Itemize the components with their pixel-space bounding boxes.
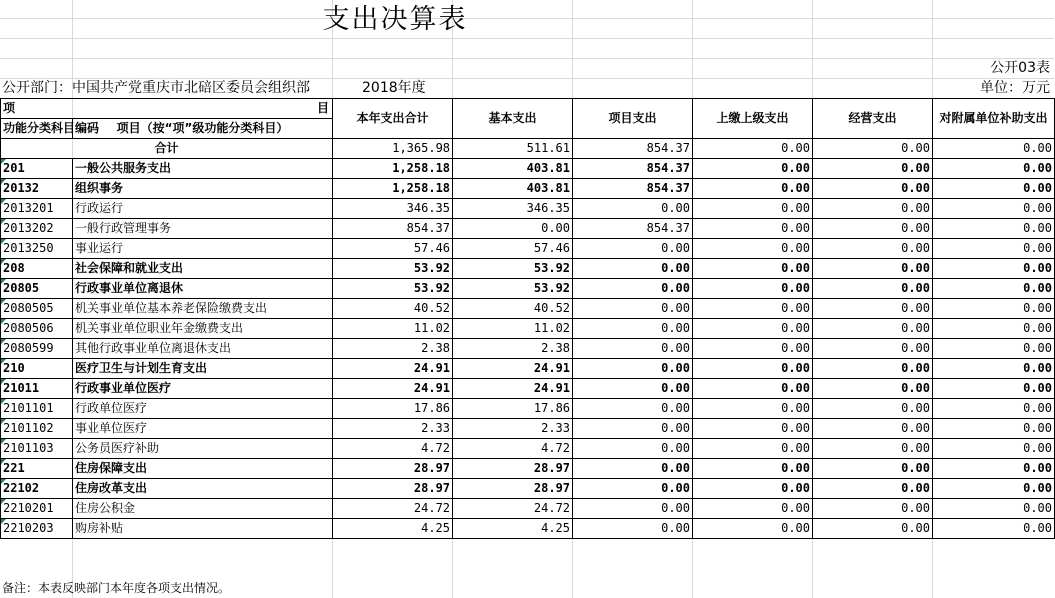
row-value: 4.72 [453,439,573,459]
row-code: 2013250 [1,239,73,259]
table-row [1,319,1055,339]
row-value: 0.00 [693,419,813,439]
row-value: 0.00 [813,399,933,419]
table-row [1,299,1055,319]
table-row [1,419,1055,439]
row-name: 事业单位医疗 [73,419,333,439]
row-value: 854.37 [573,159,693,179]
row-value: 4.25 [333,519,453,539]
row-value: 0.00 [813,219,933,239]
row-value: 28.97 [333,459,453,479]
row-value: 0.00 [573,379,693,399]
row-code: 2080599 [1,339,73,359]
row-name: 行政事业单位离退休 [73,279,333,299]
row-value: 0.00 [933,259,1055,279]
row-code: 20132 [1,179,73,199]
col-header-total: 本年支出合计 [333,99,453,139]
row-value: 11.02 [453,319,573,339]
row-value: 17.86 [333,399,453,419]
row-value: 0.00 [693,379,813,399]
row-value: 0.00 [813,319,933,339]
row-code: 20805 [1,279,73,299]
row-value: 346.35 [333,199,453,219]
row-code: 2101102 [1,419,73,439]
footnote: 备注：本表反映部门本年度各项支出情况。 [2,581,231,595]
row-name: 机关事业单位职业年金缴费支出 [73,319,333,339]
row-name: 住房保障支出 [73,459,333,479]
row-value: 0.00 [933,159,1055,179]
row-value: 40.52 [453,299,573,319]
item-header-right: 目 [317,101,330,115]
table-row [1,239,1055,259]
row-value: 0.00 [933,479,1055,499]
row-value: 0.00 [933,419,1055,439]
col-header-subsidy: 对附属单位补助支出 [933,99,1055,139]
row-value: 28.97 [333,479,453,499]
row-value: 24.72 [453,499,573,519]
row-name: 行政事业单位医疗 [73,379,333,399]
row-value: 0.00 [693,219,813,239]
row-value: 2.33 [333,419,453,439]
row-value: 0.00 [693,159,813,179]
row-value: 1,258.18 [333,179,453,199]
row-value: 0.00 [813,199,933,219]
table-number: 公开03表 [990,60,1050,76]
row-name: 组织事务 [73,179,333,199]
row-value: 0.00 [933,439,1055,459]
row-value: 0.00 [933,199,1055,219]
table-row [1,499,1055,519]
table-row [1,379,1055,399]
row-value: 0.00 [933,319,1055,339]
row-value: 17.86 [453,399,573,419]
row-value: 403.81 [453,159,573,179]
row-value: 0.00 [693,439,813,459]
row-value: 0.00 [693,339,813,359]
row-value: 11.02 [333,319,453,339]
row-value: 0.00 [813,339,933,359]
row-name: 行政运行 [73,199,333,219]
row-value: 0.00 [933,499,1055,519]
row-value: 0.00 [813,159,933,179]
col-header-code: 功能分类科目编码 [1,119,73,139]
row-value: 24.91 [333,359,453,379]
row-value: 0.00 [813,479,933,499]
row-name: 医疗卫生与计划生育支出 [73,359,333,379]
col-header-name: 项目（按“项”级功能分类科目） [73,119,333,139]
row-value: 0.00 [933,219,1055,239]
table-row [1,479,1055,499]
total-label: 合计 [1,139,333,159]
total-value: 1,365.98 [333,139,453,159]
row-value: 0.00 [813,499,933,519]
row-value: 0.00 [573,239,693,259]
row-name: 社会保障和就业支出 [73,259,333,279]
row-code: 2210201 [1,499,73,519]
row-value: 57.46 [333,239,453,259]
row-value: 346.35 [453,199,573,219]
table-row [1,339,1055,359]
expenditure-table [0,98,1055,539]
row-code: 208 [1,259,73,279]
row-value: 0.00 [813,439,933,459]
department-label: 公开部门：中国共产党重庆市北碚区委员会组织部 [2,80,310,96]
row-value: 0.00 [573,499,693,519]
row-value: 403.81 [453,179,573,199]
col-header-project: 项目支出 [573,99,693,139]
row-value: 0.00 [573,439,693,459]
total-value: 0.00 [813,139,933,159]
row-value: 854.37 [573,179,693,199]
total-value: 0.00 [693,139,813,159]
row-value: 0.00 [573,339,693,359]
row-code: 2080506 [1,319,73,339]
row-value: 0.00 [693,199,813,219]
row-value: 0.00 [573,199,693,219]
row-name: 其他行政事业单位离退休支出 [73,339,333,359]
row-value: 0.00 [933,519,1055,539]
row-value: 0.00 [933,239,1055,259]
table-row [1,219,1055,239]
row-value: 2.38 [453,339,573,359]
row-value: 28.97 [453,479,573,499]
col-header-operation: 经营支出 [813,99,933,139]
row-value: 0.00 [933,339,1055,359]
row-value: 2.33 [453,419,573,439]
row-value: 0.00 [813,179,933,199]
row-name: 事业运行 [73,239,333,259]
row-code: 22102 [1,479,73,499]
row-code: 21011 [1,379,73,399]
total-value: 854.37 [573,139,693,159]
unit-label: 单位：万元 [980,80,1050,96]
row-name: 一般行政管理事务 [73,219,333,239]
row-value: 0.00 [573,479,693,499]
row-value: 0.00 [693,179,813,199]
row-value: 0.00 [693,239,813,259]
row-value: 0.00 [933,359,1055,379]
row-value: 24.91 [333,379,453,399]
row-value: 0.00 [573,319,693,339]
row-value: 53.92 [453,279,573,299]
row-value: 4.25 [453,519,573,539]
row-value: 0.00 [573,399,693,419]
row-value: 0.00 [573,419,693,439]
row-name: 住房公积金 [73,499,333,519]
row-name: 机关事业单位基本养老保险缴费支出 [73,299,333,319]
table-row [1,439,1055,459]
table-row [1,359,1055,379]
table-row [1,279,1055,299]
row-value: 0.00 [933,299,1055,319]
row-code: 2210203 [1,519,73,539]
row-code: 2013201 [1,199,73,219]
row-value: 53.92 [453,259,573,279]
row-value: 0.00 [693,479,813,499]
row-value: 0.00 [693,459,813,479]
row-value: 0.00 [933,179,1055,199]
row-name: 行政单位医疗 [73,399,333,419]
row-value: 0.00 [813,379,933,399]
row-code: 2013202 [1,219,73,239]
total-value: 0.00 [933,139,1055,159]
row-value: 0.00 [933,379,1055,399]
row-value: 0.00 [813,419,933,439]
row-value: 0.00 [573,299,693,319]
row-code: 221 [1,459,73,479]
row-value: 0.00 [813,299,933,319]
row-value: 57.46 [453,239,573,259]
col-header-basic: 基本支出 [453,99,573,139]
row-value: 0.00 [933,459,1055,479]
row-code: 210 [1,359,73,379]
table-row [1,259,1055,279]
row-value: 0.00 [573,359,693,379]
row-value: 0.00 [573,279,693,299]
row-value: 0.00 [813,359,933,379]
row-value: 4.72 [333,439,453,459]
row-value: 0.00 [693,519,813,539]
row-code: 2080505 [1,299,73,319]
row-value: 0.00 [933,399,1055,419]
table-row [1,199,1055,219]
row-value: 24.91 [453,379,573,399]
row-value: 24.91 [453,359,573,379]
row-value: 0.00 [693,259,813,279]
row-value: 0.00 [813,239,933,259]
total-value: 511.61 [453,139,573,159]
table-row [1,159,1055,179]
table-row [1,399,1055,419]
table-row [1,519,1055,539]
row-name: 公务员医疗补助 [73,439,333,459]
row-value: 0.00 [573,459,693,479]
col-header-upper: 上缴上级支出 [693,99,813,139]
row-value: 854.37 [333,219,453,239]
row-value: 854.37 [573,219,693,239]
row-value: 0.00 [933,279,1055,299]
table-row [1,179,1055,199]
row-name: 住房改革支出 [73,479,333,499]
row-code: 201 [1,159,73,179]
item-header-left: 项 [3,101,16,115]
year-label: 2018年度 [362,80,426,96]
row-value: 0.00 [453,219,573,239]
row-value: 2.38 [333,339,453,359]
row-value: 40.52 [333,299,453,319]
table-row [1,459,1055,479]
item-header [1,99,333,119]
row-name: 一般公共服务支出 [73,159,333,179]
row-name: 购房补贴 [73,519,333,539]
row-value: 24.72 [333,499,453,519]
row-code: 2101103 [1,439,73,459]
row-value: 53.92 [333,259,453,279]
row-value: 0.00 [693,299,813,319]
row-value: 0.00 [693,499,813,519]
row-code: 2101101 [1,399,73,419]
row-value: 0.00 [693,279,813,299]
row-value: 0.00 [813,519,933,539]
row-value: 0.00 [813,259,933,279]
row-value: 0.00 [693,359,813,379]
row-value: 0.00 [693,399,813,419]
row-value: 0.00 [693,319,813,339]
page-title: 支出决算表 [322,4,468,35]
row-value: 0.00 [573,259,693,279]
row-value: 0.00 [813,279,933,299]
row-value: 0.00 [813,459,933,479]
row-value: 28.97 [453,459,573,479]
row-value: 1,258.18 [333,159,453,179]
row-value: 0.00 [573,519,693,539]
row-value: 53.92 [333,279,453,299]
